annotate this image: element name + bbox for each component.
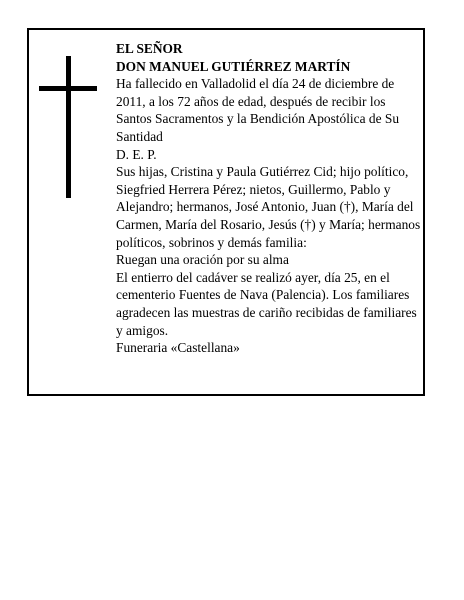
cross-horizontal-bar <box>39 86 97 91</box>
death-announcement: Ha fallecido en Valladolid el día 24 de diciembre de 2011, a los 72 años de edad, después de recibir los Santos Sacramentos y la Bendición Apostólica de Su Santidad <box>116 76 400 144</box>
family-list: Sus hijas, Cristina y Paula Gutiérrez Cid; hijo político, Siegfried Herrera Pérez; nietos, Guillermo, Pablo y Alejandro; hermanos, José Antonio, Juan (†), María del Carmen, María del Rosario, Jesús (†) y María; hermanos políticos, sobrinos y demás familia: <box>116 164 421 250</box>
obituary-text <box>116 40 422 357</box>
dep-line: D. E. P. <box>116 146 157 162</box>
burial-details: El entierro del cadáver se realizó ayer, día 25, en el cementerio Fuentes de Nava (Palencia). Los familiares agradecen las muestras de cariño recibidas de familiares y amigos. <box>116 269 417 338</box>
cross-icon <box>39 56 97 198</box>
prayer-request: Ruegan una oración por su alma <box>116 252 289 268</box>
cross-vertical-bar <box>66 56 71 198</box>
obituary-notice <box>27 28 425 396</box>
funeral-home: Funeraria «Castellana» <box>116 340 240 356</box>
deceased-name: DON MANUEL GUTIÉRREZ MARTÍN <box>116 58 351 74</box>
title-line-1: EL SEÑOR <box>116 41 183 56</box>
